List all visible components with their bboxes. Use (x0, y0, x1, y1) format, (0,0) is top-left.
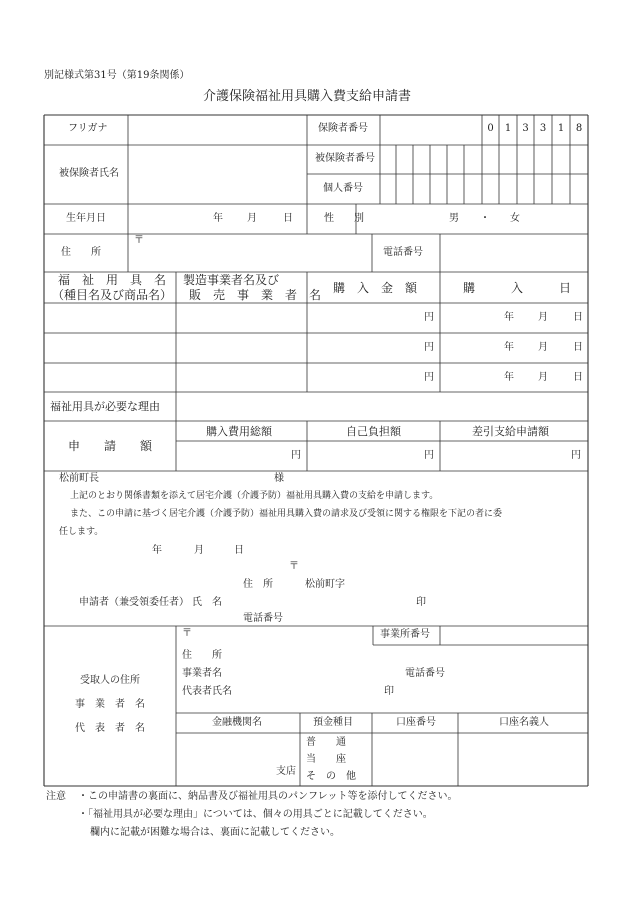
furigana-label: フリガナ (68, 123, 108, 134)
yen-unit: 円 (424, 342, 434, 353)
sex-label: 性 別 (324, 213, 364, 224)
recipient-phone-label: 電話番号 (405, 668, 445, 679)
insured-number-label: 被保険者番号 (315, 153, 375, 164)
insured-name-field[interactable] (129, 146, 306, 203)
birth-year: 年 (213, 213, 223, 224)
postal-mark: 〒 (289, 561, 299, 572)
claim-amount-label: 差引支給申請額 (472, 425, 549, 438)
note-2: ・「福祉用具が必要な理由」については、個々の用具ごとに記載してください。 (78, 809, 433, 820)
account-holder-label: 口座名義人 (499, 717, 549, 728)
form-title: 介護保険福祉用具購入費支給申請書 (203, 89, 412, 104)
insurer-digit: 8 (575, 123, 583, 134)
recipient-address-field-label: 住 所 (182, 650, 222, 661)
date-year: 年 (504, 312, 514, 323)
date-year: 年 (504, 342, 514, 353)
date-year: 年 (504, 372, 514, 383)
office-number-field[interactable] (441, 627, 587, 644)
yen-unit: 円 (571, 450, 581, 461)
recipient-company-field-label: 事業者名 (182, 668, 222, 679)
form-reference: 別記様式第31号（第19条関係） (44, 70, 190, 81)
birth-day: 日 (283, 213, 293, 224)
birth-month: 月 (247, 213, 257, 224)
note-3: 欄内に記載が困難な場合は、裏面に記載してください。 (90, 827, 340, 838)
applicant-name-field[interactable] (230, 594, 410, 610)
insurer-digit: 1 (504, 123, 512, 134)
date-day: 日 (573, 372, 583, 383)
sex-male-option[interactable]: 男 (449, 213, 459, 224)
seller-header: 販 売 事 業 者 名 (189, 288, 322, 302)
insurer-digit: 1 (557, 123, 565, 134)
yen-unit: 円 (424, 312, 434, 323)
phone-field[interactable] (441, 235, 587, 271)
yen-unit: 円 (291, 450, 301, 461)
addressee: 松前町長 (59, 473, 99, 484)
notes-label: 注意 (46, 791, 66, 802)
honorific: 様 (274, 473, 284, 484)
phone-label: 電話番号 (383, 247, 423, 258)
self-pay-label: 自己負担額 (346, 425, 401, 438)
recipient-rep-label: 代 表 者 名 (75, 723, 145, 734)
reason-label: 福祉用具が必要な理由 (50, 400, 160, 413)
deposit-option-other[interactable]: そ の 他 (306, 771, 356, 782)
statement-line-2: また、この申請に基づく居宅介護（介護予防）福祉用具購入費の請求及び受領に関する権限を下記の者に委 (70, 509, 503, 519)
furigana-field[interactable] (129, 116, 306, 144)
note-1: ・この申請書の裏面に、納品書及び福祉用具のパンフレット等を添付してください。 (78, 791, 458, 802)
recipient-rep-field-label: 代表者氏名 (182, 686, 232, 697)
account-holder-field[interactable] (459, 734, 587, 785)
date-day: 日 (573, 342, 583, 353)
seal-mark: 印 (416, 597, 426, 608)
reason-field[interactable] (177, 393, 587, 420)
recipient-company-label: 事 業 者 名 (75, 699, 145, 710)
statement-line-3: 任します。 (59, 527, 104, 537)
date-month: 月 (538, 342, 548, 353)
purchase-date-header: 購 入 日 (463, 281, 572, 295)
applicant-label: 申請者（兼受領委任者） (79, 597, 189, 608)
date-day: 日 (573, 312, 583, 323)
account-number-field[interactable] (373, 734, 457, 785)
recipient-address-label: 受取人の住所 (80, 675, 140, 686)
insurer-digit: 3 (522, 123, 529, 134)
deposit-type-label: 預金種目 (313, 717, 353, 728)
insured-name-label: 被保険者氏名 (59, 168, 119, 179)
applicant-address-label: 住 所 (243, 579, 273, 590)
apply-month: 月 (194, 545, 204, 556)
maker-header: 製造事業者名及び (183, 273, 280, 287)
address-label: 住 所 (61, 247, 101, 258)
insurer-number-label: 保険者番号 (318, 123, 368, 134)
bank-name-label: 金融機関名 (212, 717, 262, 728)
seal-mark: 印 (384, 686, 394, 697)
statement-line-1: 上記のとおり関係書類を添えて居宅介護（介護予防）福祉用具購入費の支給を申請します。 (70, 491, 439, 501)
postal-mark: 〒 (134, 235, 144, 246)
deposit-option-current[interactable]: 当 座 (306, 754, 346, 765)
yen-unit: 円 (424, 372, 434, 383)
yen-unit: 円 (424, 450, 434, 461)
account-number-label: 口座番号 (396, 717, 436, 728)
total-cost-label: 購入費用総額 (206, 425, 272, 438)
sex-female-option[interactable]: 女 (510, 213, 520, 224)
apply-year: 年 (152, 545, 162, 556)
personal-number-label: 個人番号 (323, 183, 363, 194)
insurer-digit: 0 (487, 123, 494, 134)
postal-mark: 〒 (182, 628, 192, 639)
applicant-address-value: 松前町字 (305, 579, 345, 590)
deposit-option-ordinary[interactable]: 普 通 (306, 737, 346, 748)
apply-day: 日 (234, 545, 244, 556)
bank-name-field[interactable] (177, 734, 299, 785)
date-month: 月 (538, 372, 548, 383)
address-field[interactable] (129, 235, 371, 271)
insurer-digit: 3 (539, 123, 547, 134)
applicant-phone-label: 電話番号 (243, 613, 283, 624)
item-name-header: 福 祉 用 具 名 (58, 273, 167, 287)
item-name-subheader: （種目名及び商品名） (52, 288, 173, 302)
branch-label: 支店 (276, 766, 296, 777)
birthdate-label: 生年月日 (66, 213, 106, 224)
sex-separator: ・ (480, 213, 490, 224)
date-month: 月 (538, 312, 548, 323)
amount-label: 申 請 額 (68, 439, 153, 453)
purchase-amount-header: 購 入 金 額 (333, 281, 418, 295)
office-number-label: 事業所番号 (380, 629, 430, 640)
applicant-name-label: 氏 名 (192, 597, 222, 608)
